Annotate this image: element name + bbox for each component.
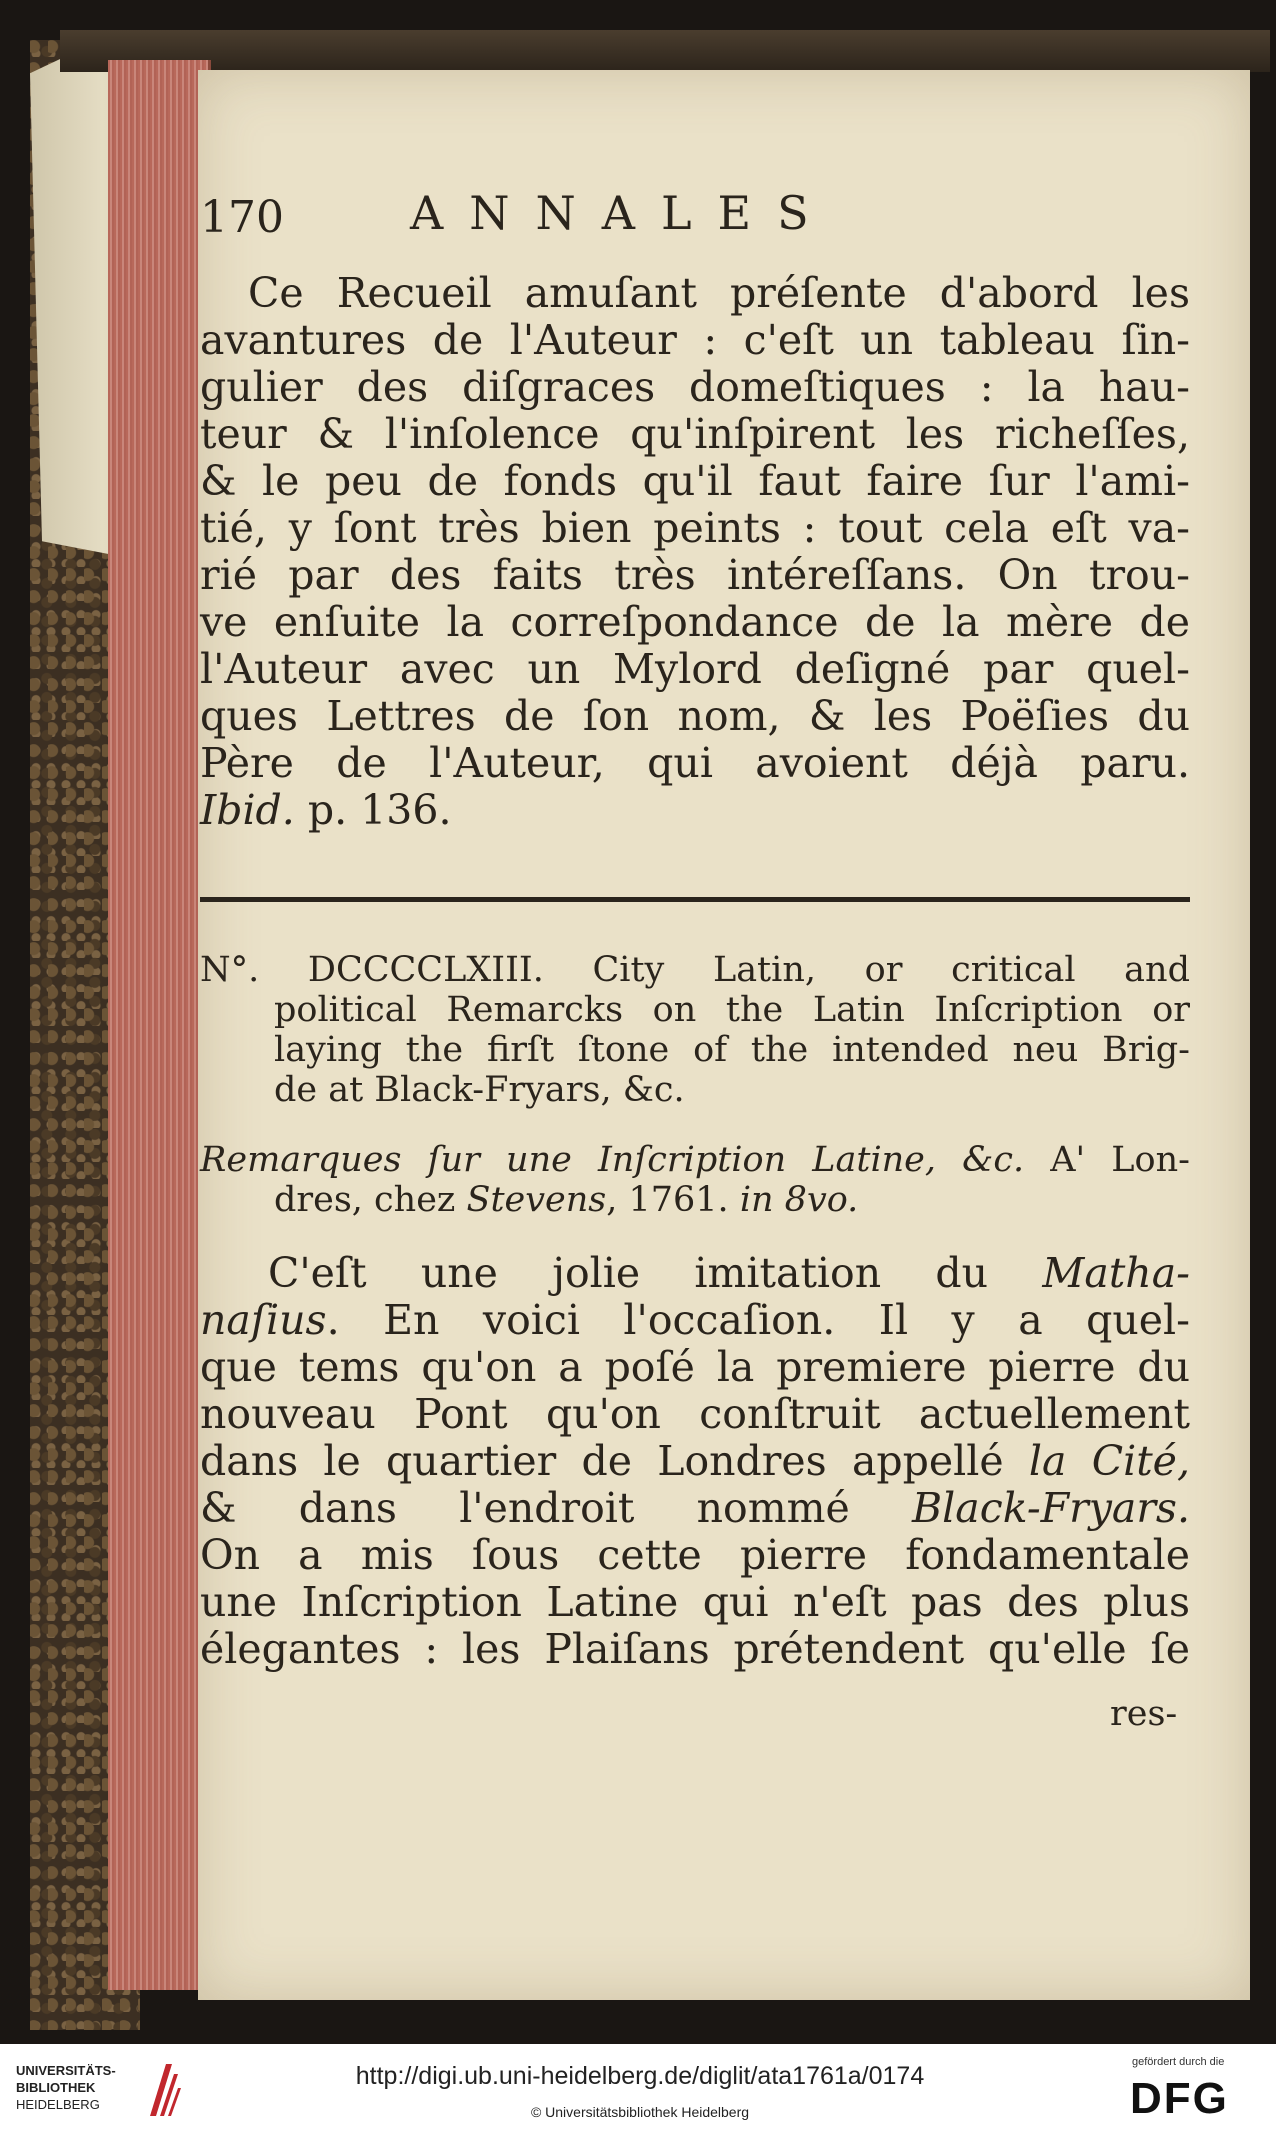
text-span: & dans l'endroit nommé (200, 1484, 913, 1532)
paragraph-commentary (200, 1250, 1190, 1673)
page-number: 170 (200, 192, 284, 243)
ibid-text: Ibid. (200, 786, 295, 834)
reference-line (200, 787, 1190, 834)
text-line: une Inſcription Latine qui n'eſt pas des plus (200, 1578, 1190, 1626)
french-title-entry (200, 1140, 1190, 1220)
viewer-footer (0, 2044, 1276, 2136)
italic-span: naſius (200, 1296, 327, 1344)
text-line: gulier des diſgraces domeſtiques : la hau- (200, 363, 1190, 411)
library-city: HEIDELBERG (16, 2097, 100, 2112)
text-span: . En voici l'occaſion. Il y a quel- (326, 1296, 1190, 1344)
text-line: que tems qu'on a poſé la premiere pierre du (200, 1343, 1190, 1391)
text-line: ve enſuite la correſpondance de la mère de (200, 598, 1190, 646)
publication-year: , 1761. (606, 1180, 740, 1220)
funding-label: gefördert durch die (1132, 2056, 1225, 2068)
text-line: teur & l'inſolence qu'inſpirent les richeſſes, (200, 410, 1190, 458)
library-name-line: BIBLIOTHEK (16, 2080, 96, 2095)
text-line (200, 1297, 1190, 1344)
entry-line: de at Black-Fryars, &c. (274, 1070, 685, 1110)
publisher-name: Stevens (466, 1180, 607, 1220)
entry-line (200, 1180, 1190, 1220)
text-line: nouveau Pont qu'on conſtruit actuellement (200, 1390, 1190, 1438)
italic-span: la Cité, (1028, 1437, 1190, 1485)
running-title: ANNALES (410, 186, 835, 240)
book-format: in 8vo. (739, 1180, 859, 1220)
text-line: Père de l'Auteur, qui avoient déjà paru. (200, 739, 1190, 787)
bibliographic-entry (200, 950, 1190, 1110)
text-span: dans le quartier de Londres appellé (200, 1437, 1029, 1485)
text-line (200, 1250, 1190, 1297)
entry-line: political Remarcks on the Latin Inſcription or (274, 990, 1190, 1030)
text-line: élegantes : les Plaiſans prétendent qu'elle ſe (200, 1625, 1190, 1673)
place-start: A' Lon- (1024, 1140, 1190, 1180)
top-binding-strip (60, 30, 1270, 72)
text-line: ques Lettres de ſon nom, & les Poëſies du (200, 692, 1190, 740)
copyright-notice: © Universitätsbibliothek Heidelberg (530, 2104, 750, 2120)
catchword: res- (1110, 1694, 1178, 1734)
entry-line (200, 1140, 1190, 1180)
text-line: avantures de l'Auteur : c'eſt un tableau ſin- (200, 316, 1190, 364)
text-line: Ce Recueil amuſant préſente d'abord les (248, 269, 1190, 317)
dfg-logo: DFG (1130, 2074, 1229, 2123)
entry-line: N°. DCCCCLXIII. City Latin, or critical and (200, 950, 1190, 990)
library-logo-text (16, 2062, 116, 2113)
red-page-edges (108, 60, 211, 1990)
page-reference: p. 136. (307, 786, 452, 834)
italic-span: Matha- (1042, 1249, 1190, 1297)
text-span: C'eſt une jolie imitation du (268, 1249, 1043, 1297)
paragraph-review (200, 270, 1190, 834)
text-line (200, 1485, 1190, 1532)
text-line (200, 1438, 1190, 1485)
text-line: On a mis ſous cette pierre fondamentale (200, 1531, 1190, 1579)
library-emblem-icon (146, 2060, 182, 2120)
section-rule (200, 897, 1190, 902)
italic-span: Black-Fryars. (912, 1484, 1190, 1532)
place-end: dres, chez (274, 1180, 467, 1220)
text-line: & le peu de fonds qu'il faut faire ſur l'ami- (200, 457, 1190, 505)
text-line: l'Auteur avec un Mylord deſigné par quel- (200, 645, 1190, 693)
french-title: Remarques ſur une Inſcription Latine, &c. (200, 1140, 1025, 1180)
text-line: tié, y ſont très bien peints : tout cela eſt va- (200, 504, 1190, 552)
library-name-line: UNIVERSITÄTS- (16, 2063, 116, 2078)
permalink-url[interactable]: http://digi.ub.uni-heidelberg.de/diglit/ata1761a/0174 (355, 2062, 925, 2090)
text-line: rié par des faits très intéreſſans. On trou- (200, 551, 1190, 599)
entry-line: laying the firſt ſtone of the intended neu Brig- (274, 1030, 1190, 1070)
